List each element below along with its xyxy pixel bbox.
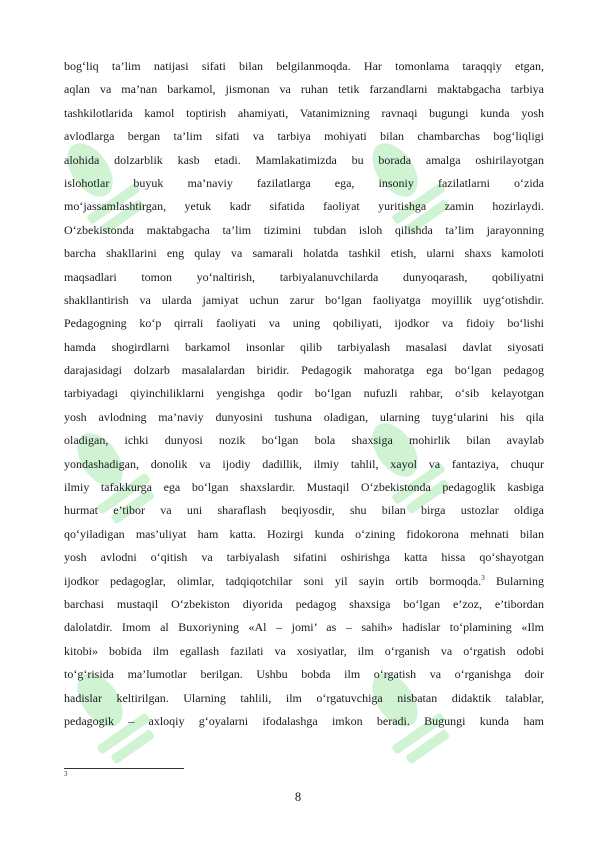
text-line: alohida dolzarblik kasb etadi. Mamlakatimizda bu borada amalga oshirilayotgan	[64, 152, 544, 167]
text-line: yosh avlodni o‘qitish va tarbiyalash sifatini oshirishga katta hissa qo‘shayotgan	[64, 550, 544, 565]
text-line: qo‘yiladigan mas’uliyat ham katta. Hozirgi kunda o‘zining fidokorona mehnati bilan	[64, 526, 544, 541]
text-line: oladigan, ichki dunyosi nozik bo‘lgan bola shaxsiga mohirlik bilan avaylab	[64, 433, 544, 448]
text-line-main: ijodkor pedagoglar, olimlar, tadqiqotchilar soni yil sayin ortib bormoqda.	[64, 573, 482, 588]
footnote-mark: 3	[64, 770, 68, 778]
text-line: barcha shakllarini eng qulay va samarali holatda tashkil etish, ularni shaxs kamoloti	[64, 246, 544, 261]
text-line: barchasi mustaqil O‘zbekiston diyorida pedagog shaxsiga bo‘lgan e’zoz, e’tibordan	[64, 596, 544, 611]
text-line: yosh avlodning ma’naviy dunyosini tushuna oladigan, ularning tuyg‘ularini his qila	[64, 409, 544, 424]
text-line: to‘g‘risida ma’lumotlar berilgan. Ushbu bobda ilm o‘rgatish va o‘rganishga doir	[64, 667, 544, 682]
text-line: tarbiyadagi qiyinchiliklarni yengishga qodir bo‘lgan nufuzli rahbar, o‘sib kelayotgan	[64, 386, 544, 401]
text-line: O‘zbekistonda maktabgacha ta’lim tizimini tubdan isloh qilishda ta’lim jarayonning	[64, 222, 544, 237]
text-line: avlodlarga bergan ta’lim sifati va tarbiya mohiyati bilan chambarchas bog‘liqligi	[64, 129, 544, 144]
text-line: pedagogik – axloqiy g‘oyalarni ifodalashga imkon beradi. Bugungi kunda ham	[64, 713, 544, 728]
footnote-reference[interactable]: 3	[481, 573, 485, 582]
text-line: mo‘jassamlashtirgan, yetuk kadr sifatida faoliyat yuritishga zamin hozirlaydi.	[64, 199, 544, 214]
text-line: hurmat e’tibor va uni sharaflash beqiyosdir, shu bilan birga ustozlar oldiga	[64, 503, 544, 518]
text-line: aqlan va ma’nan barkamol, jismonan va ruhan tetik farzandlarni maktabgacha tarbiya	[64, 82, 544, 97]
page-number: 8	[294, 790, 302, 804]
text-line: maqsadlari tomon yo‘naltirish, tarbiyalanuvchilarda dunyoqarash, qobiliyatni	[64, 269, 544, 284]
text-line: hamda shogirdlarni barkamol insonlar qilib tarbiyalash masalasi davlat siyosati	[64, 339, 544, 354]
text-line-tail: Bularning	[484, 573, 544, 588]
body-paragraph	[64, 55, 544, 733]
text-line: ilmiy tafakkurga ega bo‘lgan shaxslardir. Mustaqil O‘zbekistonda pedagoglik kasbiga	[64, 480, 544, 495]
text-line: yondashadigan, donolik va ijodiy dadillik, ilmiy tahlil, xayol va fantaziya, chuqur	[64, 456, 544, 471]
text-line: bog‘liq ta’lim natijasi sifati bilan belgilanmoqda. Har tomonlama taraqqiy etgan,	[64, 59, 544, 73]
text-line-with-footnote	[64, 570, 544, 593]
text-line: darajasidagi dolzarb masalalardan biridir. Pedagogik mahoratga ega bo‘lgan pedagog	[64, 363, 544, 378]
text-line: islohotlar buyuk ma’naviy fazilatlarga ega, insoniy fazilatlarni o‘zida	[64, 175, 544, 190]
text-line: hadislar keltirilgan. Ularning tahlili, ilm o‘rgatuvchiga nisbatan didaktik talablar,	[64, 690, 544, 705]
footnote-separator	[64, 768, 184, 769]
text-line: kitobi» bobida ilm egallash fazilati va xosiyatlar, ilm o‘rganish va o‘rgatish odobi	[64, 643, 544, 658]
text-line: tashkilotlarida kamol toptirish ahamiyati, Vatanimizning ravnaqi bugungi kunda yosh	[64, 105, 544, 120]
text-line: shakllantirish va ularda jamiyat uchun zarur bo‘lgan faoliyatga moyillik uyg‘otishdir.	[64, 292, 544, 307]
text-line: dalolatdir. Imom al Buxoriyning «Al – jomi’ as – sahih» hadislar to‘plamining «Ilm	[64, 620, 544, 635]
text-line: Pedagogning ko‘p qirrali faoliyati va uning qobiliyati, ijodkor va fidoiy bo‘lishi	[64, 316, 544, 331]
